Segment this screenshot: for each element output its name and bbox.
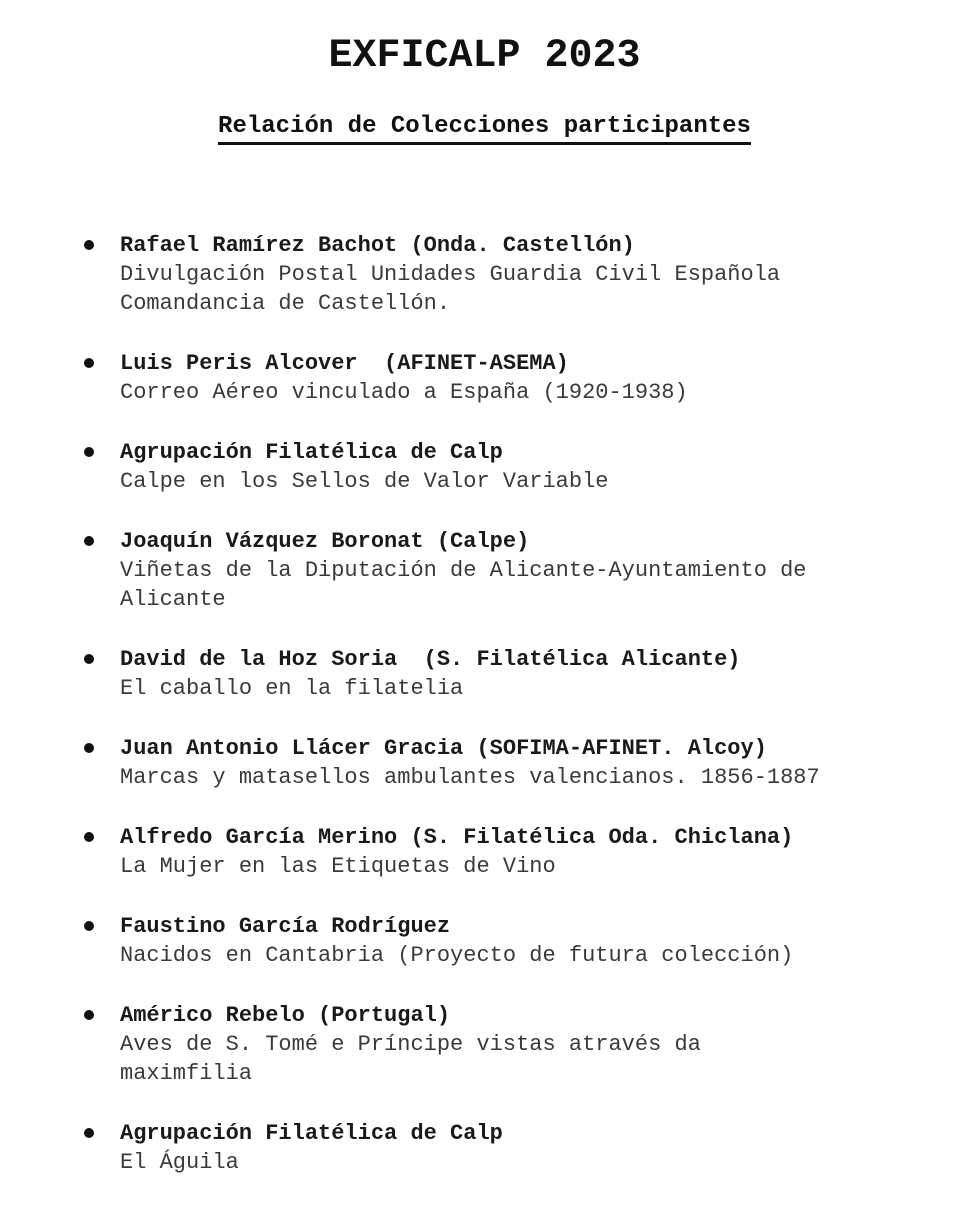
entry-collection: Aves de S. Tomé e Príncipe vistas através da maximfilia (120, 1032, 701, 1086)
bullet-icon (84, 921, 94, 931)
bullet-icon (84, 743, 94, 753)
bullet-icon (84, 240, 94, 250)
bullet-icon (84, 536, 94, 546)
list-item (80, 734, 940, 792)
bullet-icon (84, 1010, 94, 1020)
entry-collection: Correo Aéreo vinculado a España (1920-1938) (120, 380, 688, 405)
entry-author: Alfredo García Merino (S. Filatélica Oda. Chiclana) (120, 825, 794, 850)
list-item (80, 912, 940, 970)
entry-collection: Divulgación Postal Unidades Guardia Civil Española Comandancia de Castellón. (120, 262, 781, 316)
list-item (80, 1001, 940, 1088)
bullet-icon (84, 358, 94, 368)
entry-collection: Calpe en los Sellos de Valor Variable (120, 469, 609, 494)
list-item (80, 1119, 940, 1177)
subtitle-container (0, 112, 969, 145)
entry-author: Joaquín Vázquez Boronat (Calpe) (120, 529, 530, 554)
entry-collection: El caballo en la filatelia (120, 676, 464, 701)
entry-collection: Viñetas de la Diputación de Alicante-Ayuntamiento de Alicante (120, 558, 807, 612)
bullet-icon (84, 1128, 94, 1138)
bullet-icon (84, 832, 94, 842)
entry-author: Faustino García Rodríguez (120, 914, 451, 939)
entry-collection: El Águila (120, 1150, 239, 1175)
entry-collection: Marcas y matasellos ambulantes valencianos. 1856-1887 (120, 765, 820, 790)
entry-author: David de la Hoz Soria (S. Filatélica Alicante) (120, 647, 741, 672)
page-title: EXFICALP 2023 (328, 34, 641, 79)
list-item (80, 527, 940, 614)
entry-author: Agrupación Filatélica de Calp (120, 1121, 503, 1146)
entry-author: Américo Rebelo (Portugal) (120, 1003, 451, 1028)
entry-collection: Nacidos en Cantabria (Proyecto de futura colección) (120, 943, 794, 968)
list-item (80, 349, 940, 407)
entry-author: Luis Peris Alcover (AFINET-ASEMA) (120, 351, 569, 376)
page-subtitle: Relación de Colecciones participantes (218, 112, 751, 145)
entry-author: Rafael Ramírez Bachot (Onda. Castellón) (120, 233, 635, 258)
list-item (80, 823, 940, 881)
bullet-icon (84, 654, 94, 664)
bullet-icon (84, 447, 94, 457)
entry-collection: La Mujer en las Etiquetas de Vino (120, 854, 556, 879)
list-item (80, 645, 940, 703)
list-item (80, 231, 940, 318)
entry-author: Agrupación Filatélica de Calp (120, 440, 503, 465)
list-item (80, 438, 940, 496)
collections-list (80, 231, 940, 1208)
entry-author: Juan Antonio Llácer Gracia (SOFIMA-AFINET. Alcoy) (120, 736, 767, 761)
